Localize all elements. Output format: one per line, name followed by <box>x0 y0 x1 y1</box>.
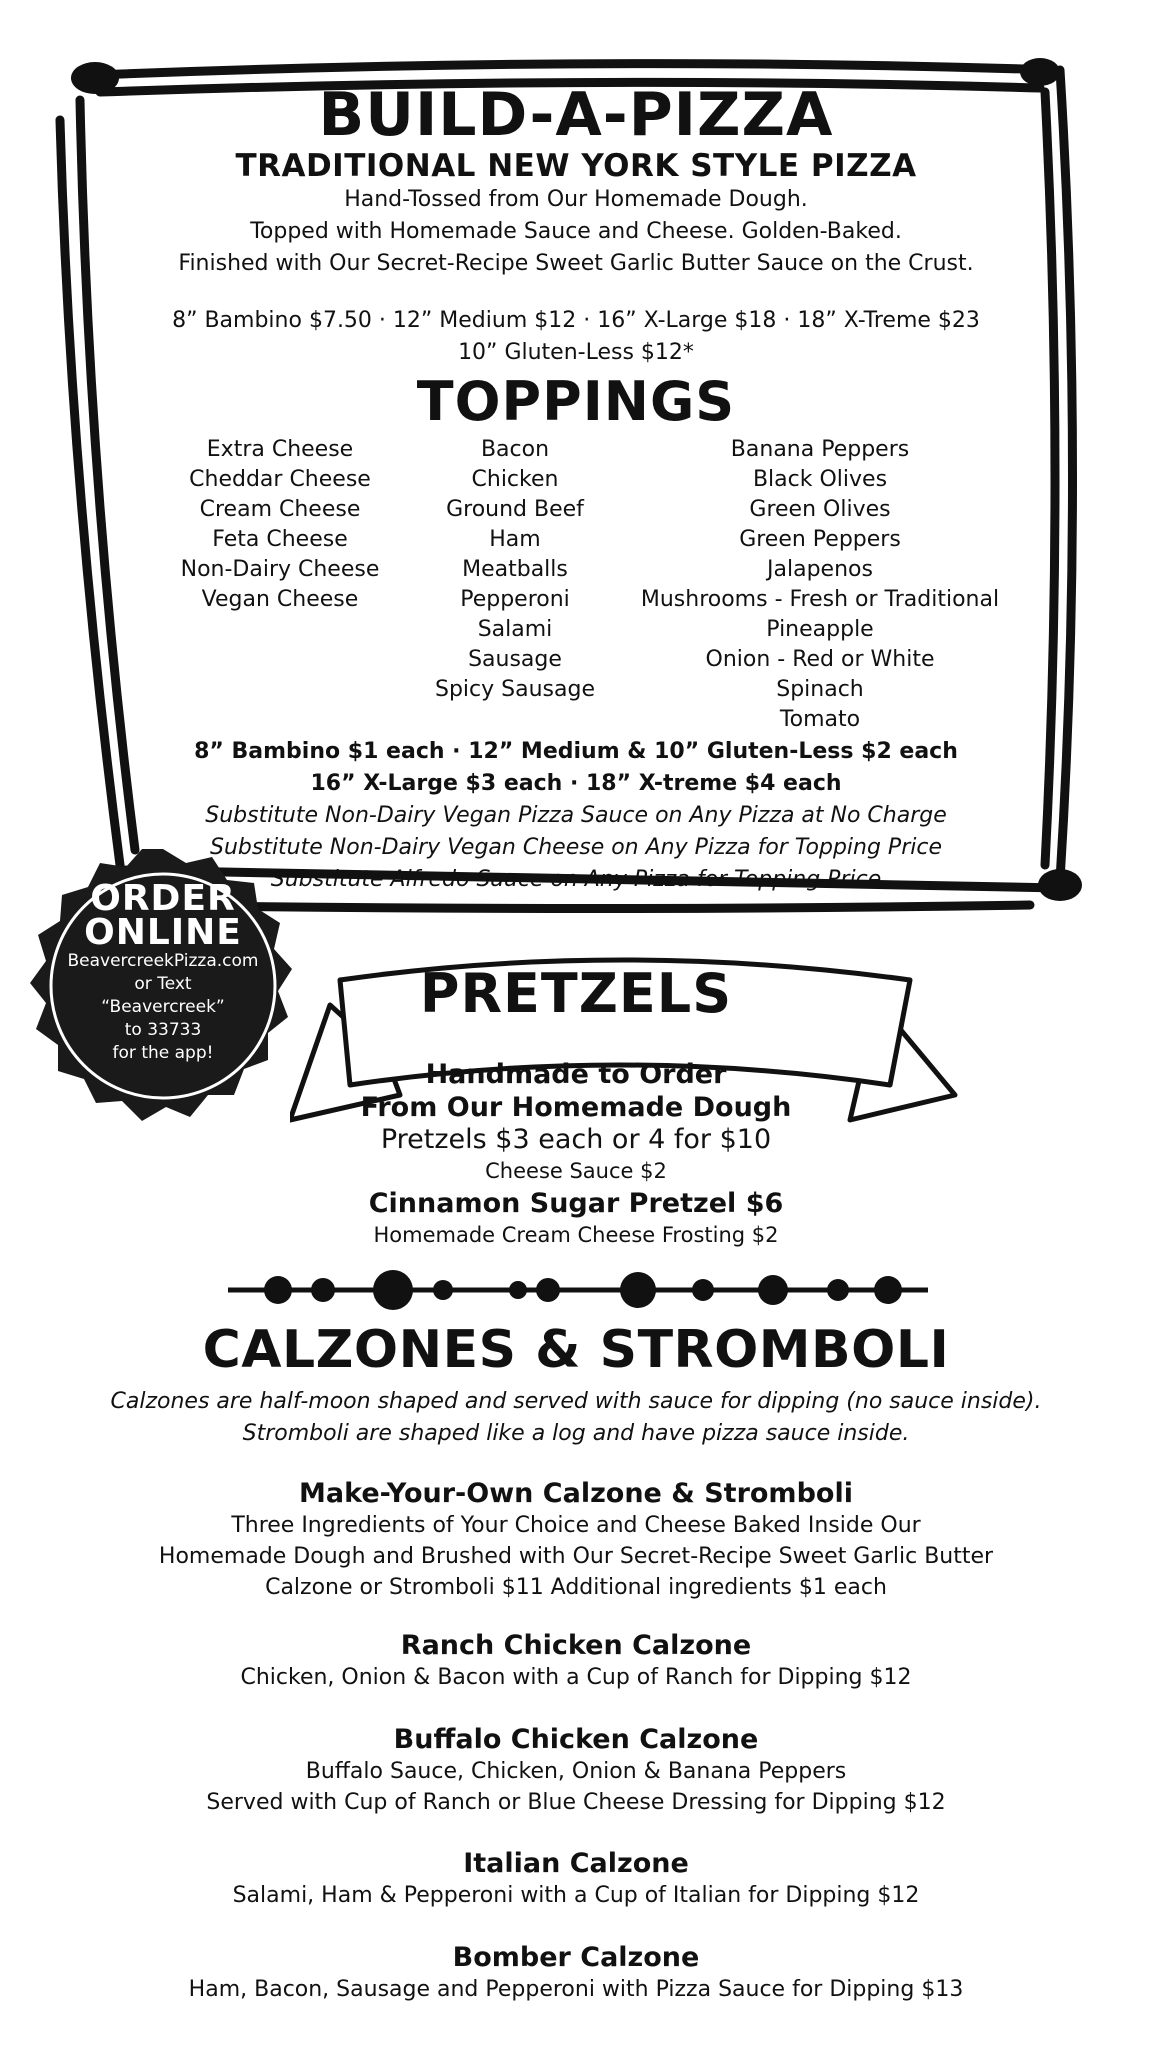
item-desc: Homemade Dough and Brushed with Our Secret-Recipe Sweet Garlic Butter <box>158 1544 994 1569</box>
topping-item: Chicken <box>471 467 559 492</box>
topping-item: Cream Cheese <box>199 497 361 522</box>
gluten-less-price: 10” Gluten-Less $12* <box>458 340 694 365</box>
topping-item: Spinach <box>776 677 864 702</box>
size-prices <box>0 305 1152 369</box>
frosting-price: Homemade Cream Cheese Frosting $2 <box>373 1223 779 1247</box>
topping-item: Ground Beef <box>446 497 584 522</box>
cinnamon-pretzel-price: Cinnamon Sugar Pretzel $6 <box>368 1188 784 1219</box>
item-name: Make-Your-Own Calzone & Stromboli <box>299 1478 853 1509</box>
menu-item-ranch-chicken <box>0 1630 1152 1693</box>
calzones-section <box>0 1320 1152 1450</box>
topping-item: Tomato <box>779 707 861 732</box>
text-line-2: “Beavercreek” <box>101 997 225 1017</box>
cheese-sauce-price: Cheese Sauce $2 <box>485 1159 667 1183</box>
pretzel-line-1: Handmade to Order <box>425 1059 727 1090</box>
topping-item: Non-Dairy Cheese <box>180 557 380 582</box>
topping-price-line-1: 8” Bambino $1 each · 12” Medium & 10” Gluten-Less $2 each <box>194 739 958 764</box>
build-header <box>0 82 1152 280</box>
substitution-3: Substitute Alfredo Sauce on Any Pizza for Topping Price <box>270 867 882 892</box>
pretzels-title: PRETZELS <box>419 962 733 1025</box>
online-label: ONLINE <box>84 912 242 953</box>
topping-item: Banana Peppers <box>730 437 910 462</box>
text-line-1: or Text <box>134 974 192 994</box>
substitution-1: Substitute Non-Dairy Vegan Pizza Sauce on Any Pizza at No Charge <box>205 803 947 828</box>
topping-item: Mushrooms - Fresh or Traditional <box>640 587 1000 612</box>
item-name: Bomber Calzone <box>452 1942 700 1973</box>
topping-item: Black Olives <box>752 467 888 492</box>
pretzel-price: Pretzels $3 each or 4 for $10 <box>380 1124 772 1155</box>
item-name: Ranch Chicken Calzone <box>400 1630 752 1661</box>
topping-item: Bacon <box>480 437 550 462</box>
pretzel-line-2: From Our Homemade Dough <box>360 1092 792 1123</box>
toppings-title: TOPPINGS <box>416 370 736 433</box>
item-desc: Served with Cup of Ranch or Blue Cheese Dressing for Dipping $12 <box>206 1790 946 1815</box>
topping-item: Meatballs <box>462 557 568 582</box>
build-title: BUILD-A-PIZZA <box>318 80 834 150</box>
menu-item-italian <box>0 1848 1152 1911</box>
topping-item: Onion - Red or White <box>705 647 935 672</box>
website-link[interactable]: BeavercreekPizza.com <box>67 951 259 971</box>
calzones-title: CALZONES & STROMBOLI <box>202 1320 950 1380</box>
text-line-3: to 33733 <box>124 1020 202 1040</box>
topping-item: Salami <box>477 617 553 642</box>
build-subtitle: TRADITIONAL NEW YORK STYLE PIZZA <box>235 148 917 184</box>
item-desc: Three Ingredients of Your Choice and Cheese Baked Inside Our <box>231 1513 921 1538</box>
topping-item: Jalapenos <box>767 557 873 582</box>
topping-item: Green Peppers <box>739 527 901 552</box>
toppings-col-cheese <box>150 435 410 615</box>
menu-item-buffalo-chicken <box>0 1724 1152 1818</box>
topping-item: Ham <box>489 527 541 552</box>
topping-item: Vegan Cheese <box>201 587 359 612</box>
pretzels-details <box>0 1058 1152 1251</box>
topping-item: Feta Cheese <box>212 527 348 552</box>
topping-item: Pineapple <box>766 617 874 642</box>
item-desc: Calzone or Stromboli $11 Additional ingredients $1 each <box>265 1575 887 1600</box>
topping-price-line-2: 16” X-Large $3 each · 18” X-treme $4 each <box>310 771 842 796</box>
item-name: Italian Calzone <box>463 1848 689 1879</box>
menu-item-make-your-own <box>0 1478 1152 1603</box>
topping-item: Spicy Sausage <box>435 677 595 702</box>
item-desc: Chicken, Onion & Bacon with a Cup of Ranch for Dipping $12 <box>240 1665 912 1690</box>
build-desc-2: Topped with Homemade Sauce and Cheese. Golden-Baked. <box>250 219 902 244</box>
text-line-4: for the app! <box>112 1043 214 1063</box>
item-name: Buffalo Chicken Calzone <box>393 1724 759 1755</box>
topping-item: Green Olives <box>749 497 891 522</box>
topping-item: Extra Cheese <box>206 437 354 462</box>
order-label: ORDER <box>90 878 236 919</box>
item-desc: Salami, Ham & Pepperoni with a Cup of Italian for Dipping $12 <box>232 1883 920 1908</box>
substitution-2: Substitute Non-Dairy Vegan Cheese on Any Pizza for Topping Price <box>209 835 942 860</box>
item-desc: Buffalo Sauce, Chicken, Onion & Banana Peppers <box>305 1759 847 1784</box>
build-desc-3: Finished with Our Secret-Recipe Sweet Garlic Butter Sauce on the Crust. <box>178 251 974 276</box>
item-desc: Ham, Bacon, Sausage and Pepperoni with Pizza Sauce for Dipping $13 <box>188 1977 964 2002</box>
toppings-col-meat <box>400 435 630 705</box>
build-desc-1: Hand-Tossed from Our Homemade Dough. <box>344 187 808 212</box>
toppings-col-veggie <box>620 435 1020 735</box>
dotted-divider <box>228 1262 928 1318</box>
menu-item-bomber <box>0 1942 1152 2005</box>
topping-item: Cheddar Cheese <box>189 467 371 492</box>
topping-item: Pepperoni <box>460 587 570 612</box>
calzone-intro-1: Calzones are half-moon shaped and served with sauce for dipping (no sauce inside). <box>110 1389 1042 1414</box>
topping-item: Sausage <box>468 647 562 672</box>
calzone-intro-2: Stromboli are shaped like a log and have pizza sauce inside. <box>242 1421 910 1446</box>
pizza-sizes: 8” Bambino $7.50 · 12” Medium $12 · 16” X-Large $18 · 18” X-Treme $23 <box>172 308 980 333</box>
